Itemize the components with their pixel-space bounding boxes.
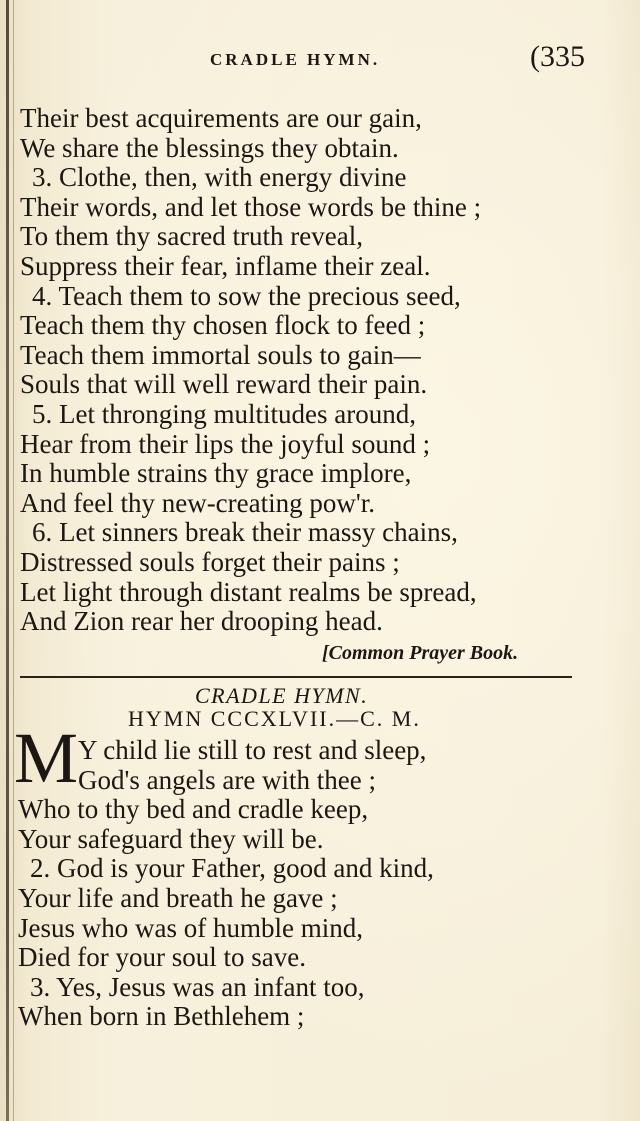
verse-line: Y child lie still to rest and sleep, <box>78 735 427 765</box>
hymn-number: HYMN CCCXLVII.—C. M. <box>128 706 421 731</box>
page-number: (335 <box>530 40 585 73</box>
verse-line: Your safeguard they will be. <box>18 823 324 854</box>
verse-line: 3. Clothe, then, with energy divine <box>32 162 407 193</box>
verse-line: Distressed souls forget their pains ; <box>20 546 400 577</box>
verse-line: When born in Bethlehem ; <box>18 1001 305 1032</box>
verse-line: 2. God is your Father, good and kind, <box>30 853 434 884</box>
previous-hymn-verses <box>20 104 620 637</box>
page-gutter-line <box>13 0 14 1121</box>
verse-line: And Zion rear her drooping head. <box>20 606 383 637</box>
source-attribution: [Common Prayer Book. <box>322 642 519 664</box>
section-divider <box>20 676 572 678</box>
verse-line: And feel thy new-creating pow'r. <box>20 487 375 518</box>
verse-line: 4. Teach them to sow the precious seed, <box>32 280 461 311</box>
hymn-title: CRADLE HYMN. <box>195 683 369 708</box>
verse-line: Teach them immortal souls to gain— <box>20 339 421 370</box>
verse-line: 6. Let sinners break their massy chains, <box>32 517 458 548</box>
verse-line: Let light through distant realms be spread, <box>20 576 477 607</box>
verse-line: To them thy sacred truth reveal, <box>20 221 363 252</box>
verse-line: Teach them thy chosen flock to feed ; <box>20 310 426 341</box>
drop-cap: M <box>14 718 79 798</box>
cradle-hymn-verses <box>18 736 618 1032</box>
verse-line: Their best acquirements are our gain, <box>20 103 422 133</box>
verse-line: Suppress their fear, inflame their zeal. <box>20 250 431 281</box>
verse-line: 3. Yes, Jesus was an infant too, <box>30 971 365 1002</box>
verse-line: Died for your soul to save. <box>18 942 306 973</box>
verse-line: Hear from their lips the joyful sound ; <box>20 428 431 459</box>
verse-line: Jesus who was of humble mind, <box>18 912 363 943</box>
verse-line: 5. Let thronging multitudes around, <box>32 398 416 429</box>
verse-line: We share the blessings they obtain. <box>20 132 399 163</box>
verse-line: God's angels are with thee ; <box>78 764 377 795</box>
verse-line: In humble strains thy grace implore, <box>20 458 412 489</box>
verse-line: Souls that will well reward their pain. <box>20 369 428 400</box>
verse-line: Their words, and let those words be thine ; <box>20 191 482 222</box>
page-gutter-shadow <box>6 0 9 1121</box>
verse-line: Who to thy bed and cradle keep, <box>18 794 369 825</box>
verse-line: Your life and breath he gave ; <box>18 882 338 913</box>
running-head: CRADLE HYMN. <box>210 50 381 69</box>
